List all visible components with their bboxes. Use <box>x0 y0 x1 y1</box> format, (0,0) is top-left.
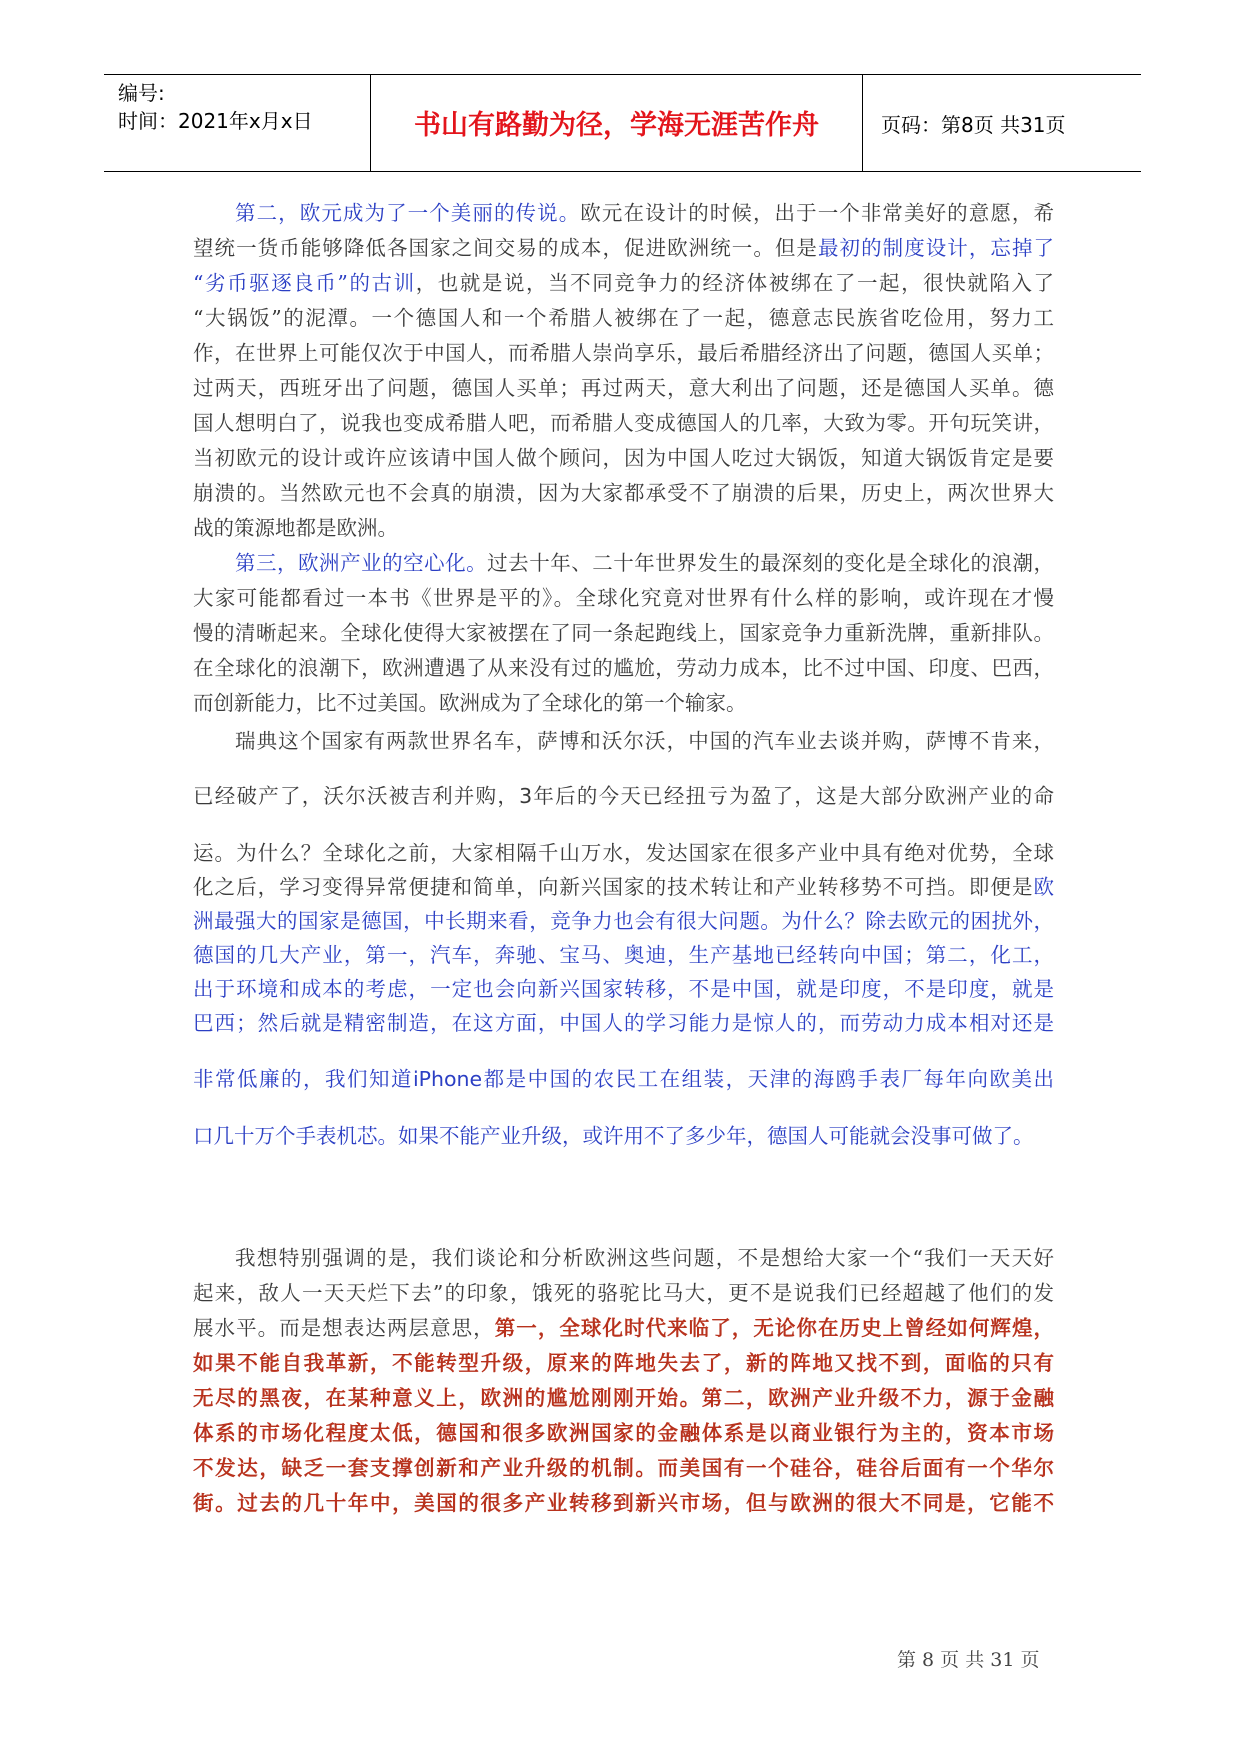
header-page-label: 页码：第8页 共31页 <box>881 113 1066 137</box>
page-footer: 第 8 页 共 31 页 <box>897 1649 1040 1671</box>
text-line: 巴西；然后就是精密制造，在这方面，中国人的学习能力是惊人的，而劳动力成本相对还是 <box>193 1011 1054 1035</box>
text-line: 化之后，学习变得异常便捷和简单，向新兴国家的技术转让和产业转移势不可挡。即便是欧 <box>193 875 1054 899</box>
header-page-cell <box>863 75 1141 171</box>
text-line: 出于环境和成本的考虑，一定也会向新兴国家转移，不是中国，就是印度，不是印度，就是 <box>193 977 1054 1001</box>
text-line: 慢的清晰起来。全球化使得大家被摆在了同一条起跑线上，国家竞争力重新洗牌，重新排队。 <box>193 621 1054 645</box>
text-line: 洲最强大的国家是德国，中长期来看，竞争力也会有很大问题。为什么？除去欧元的困扰外， <box>193 909 1054 933</box>
text-line: 不发达，缺乏一套支撑创新和产业升级的机制。而美国有一个硅谷，硅谷后面有一个华尔 <box>193 1456 1054 1480</box>
text-line: 大家可能都看过一本书《世界是平的》。全球化究竟对世界有什么样的影响，或许现在才慢 <box>193 586 1054 610</box>
text-line: 作，在世界上可能仅次于中国人，而希腊人崇尚享乐，最后希腊经济出了问题，德国人买单； <box>193 341 1054 365</box>
text-line: 第三，欧洲产业的空心化。过去十年、二十年世界发生的最深刻的变化是全球化的浪潮， <box>235 551 1055 575</box>
text-line: 如果不能自我革新，不能转型升级，原来的阵地失去了，新的阵地又找不到，面临的只有 <box>193 1351 1054 1375</box>
text-line: “劣币驱逐良币”的古训，也就是说，当不同竞争力的经济体被绑在了一起，很快就陷入了 <box>193 271 1055 295</box>
text-line: 街。过去的几十年中，美国的很多产业转移到新兴市场，但与欧洲的很大不同是，它能不 <box>193 1491 1054 1515</box>
document-number-label: 编号: <box>118 81 165 105</box>
text-line: 体系的市场化程度太低，德国和很多欧洲国家的金融体系是以商业银行为主的，资本市场 <box>193 1421 1054 1445</box>
text-line: 战的策源地都是欧洲。 <box>193 516 398 540</box>
text-line: 口几十万个手表机芯。如果不能产业升级，或许用不了多少年，德国人可能就会没事可做了。 <box>193 1124 1034 1148</box>
text-line: 我想特别强调的是，我们谈论和分析欧洲这些问题，不是想给大家一个“我们一天天好 <box>235 1246 1054 1270</box>
text-line: 德国的几大产业，第一，汽车，奔驰、宝马、奥迪，生产基地已经转向中国；第二，化工， <box>193 943 1054 967</box>
text-line: 过两天，西班牙出了问题，德国人买单；再过两天，意大利出了问题，还是德国人买单。德 <box>193 376 1054 400</box>
text-line: 无尽的黑夜，在某种意义上，欧洲的尴尬刚刚开始。第二，欧洲产业升级不力，源于金融 <box>193 1386 1054 1410</box>
text-line: 运。为什么？全球化之前，大家相隔千山万水，发达国家在很多产业中具有绝对优势，全球 <box>193 841 1054 865</box>
text-line: 非常低廉的，我们知道iPhone都是中国的农民工在组装，天津的海鸥手表厂每年向欧美出 <box>193 1067 1055 1091</box>
text-line: 展水平。而是想表达两层意思，第一，全球化时代来临了，无论你在历史上曾经如何辉煌， <box>193 1316 1054 1340</box>
text-line: 在全球化的浪潮下，欧洲遭遇了从来没有过的尴尬，劳动力成本，比不过中国、印度、巴西， <box>193 656 1054 680</box>
text-line: 起来，敌人一天天烂下去”的印象，饿死的骆驼比马大，更不是说我们已经超越了他们的发 <box>193 1281 1054 1305</box>
header-info-cell <box>104 75 368 171</box>
text-line: 国人想明白了，说我也变成希腊人吧，而希腊人变成德国人的几率，大致为零。开句玩笑讲， <box>193 411 1054 435</box>
text-line: 而创新能力，比不过美国。欧洲成为了全球化的第一个输家。 <box>193 691 747 715</box>
text-line: “大锅饭”的泥潭。一个德国人和一个希腊人被绑在了一起，德意志民族省吃俭用，努力工 <box>193 306 1054 330</box>
text-line: 当初欧元的设计或许应该请中国人做个顾问，因为中国人吃过大锅饭，知道大锅饭肯定是要 <box>193 446 1054 470</box>
text-line: 望统一货币能够降低各国家之间交易的成本，促进欧洲统一。但是最初的制度设计，忘掉了 <box>193 236 1055 260</box>
header-motto-cell <box>370 75 863 171</box>
text-line: 崩溃的。当然欧元也不会真的崩溃，因为大家都承受不了崩溃的后果，历史上，两次世界大 <box>193 481 1054 505</box>
document-time-label: 时间：2021年x月x日 <box>118 109 313 133</box>
text-line: 已经破产了，沃尔沃被吉利并购，3年后的今天已经扭亏为盈了，这是大部分欧洲产业的命 <box>193 784 1055 808</box>
header-motto: 书山有路勤为径，学海无涯苦作舟 <box>414 110 819 141</box>
page-header <box>104 74 1141 172</box>
text-line: 瑞典这个国家有两款世界名车，萨博和沃尔沃，中国的汽车业去谈并购，萨博不肯来， <box>235 729 1054 753</box>
text-line: 第二，欧元成为了一个美丽的传说。欧元在设计的时候，出于一个非常美好的意愿，希 <box>235 201 1054 225</box>
